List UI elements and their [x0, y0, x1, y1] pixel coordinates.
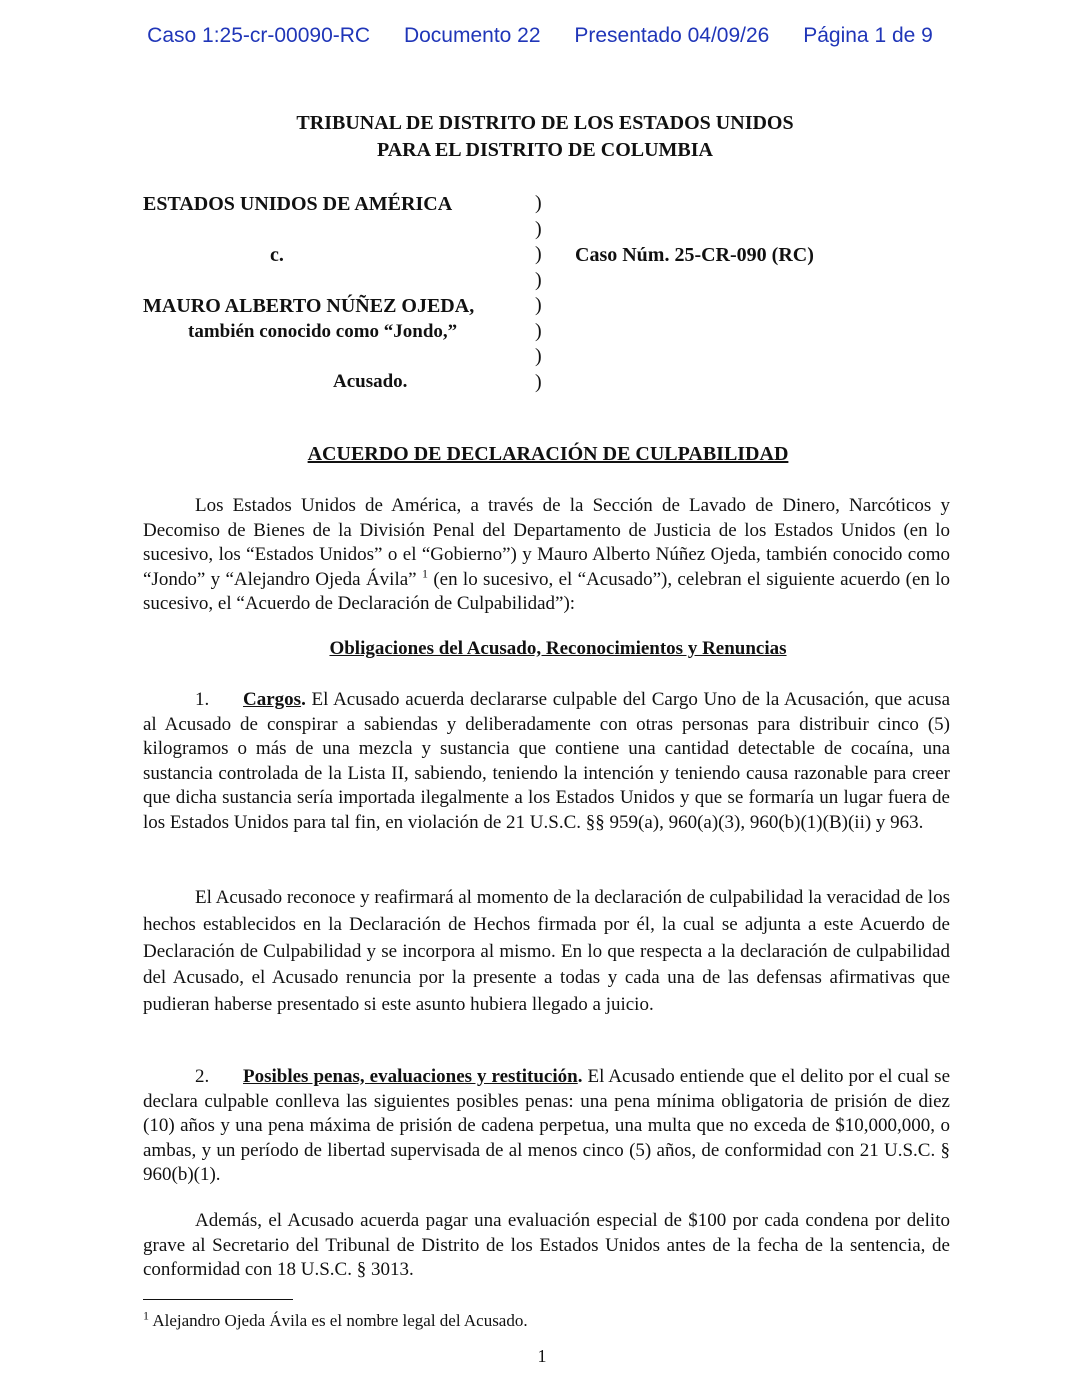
court-name: TRIBUNAL DE DISTRITO DE LOS ESTADOS UNIDOS — [296, 112, 794, 134]
section-number: 1. — [195, 689, 210, 710]
case-number: Caso Núm. 25-CR-090 (RC) — [575, 244, 814, 266]
court-district: PARA EL DISTRITO DE COLUMBIA — [377, 139, 713, 161]
plaintiff-name: ESTADOS UNIDOS DE AMÉRICA — [143, 193, 453, 215]
court-heading — [0, 110, 1080, 164]
defendant-alias: también conocido como “Jondo,” — [188, 321, 458, 342]
case-identifier: Caso 1:25-cr-00090-RC — [147, 24, 371, 47]
section-heading: Obligaciones del Acusado, Reconocimientos y Renuncias — [329, 638, 787, 659]
page-number: 1 — [537, 1346, 547, 1366]
footnote-divider — [143, 1299, 293, 1300]
section-heading-penalties: Posibles penas, evaluaciones y restitución — [243, 1066, 578, 1087]
footnote-text: Alejandro Ojeda Ávila es el nombre legal del Acusado. — [152, 1311, 528, 1330]
section-2-followup-paragraph: Además, el Acusado acuerda pagar una evaluación especial de $100 por cada condena por delito grave al Secretario del Tribunal de Distrito de los Estados Unidos antes de la fecha de la sentencia, de conformidad con 18 U.S.C. § 3013. — [143, 1210, 950, 1281]
defendant-role: Acusado. — [333, 371, 408, 392]
section-2-paragraph: 2. Posibles penas, evaluaciones y restitución. El Acusado entiende que el delito por el cual se declara culpable conlleva las siguientes posibles penas: una pena mínima obligatoria de prisión de diez (10) años y una pena máxima de prisión de cadena perpetua, una multa que no exceda de $10,000,000, o ambas, y un período de libertad supervisada de al menos cinco (5) años, de conformidad con 21 U.S.C. § 960(b)(1). — [143, 1066, 950, 1186]
page-indicator: Página 1 de 9 — [803, 24, 933, 47]
footnote-reference: 1 — [421, 566, 428, 581]
versus-label: c. — [270, 244, 284, 266]
section-1-followup-paragraph: El Acusado reconoce y reafirmará al momento de la declaración de culpabilidad la veracidad de los hechos establecidos en la Declaración de Hechos firmada por él, la cual se adjunta a este Acuerdo de Declaración de Culpabilidad y se incorpora al mismo. En lo que respecta a la declaración de culpabilidad del Acusado, el Acusado renuncia por la presente a todas y cada una de las defensas afirmativas que pudieran haberse presentado si este asunto hubiera llegado a juicio. — [143, 887, 950, 1016]
ecf-header — [0, 24, 1080, 48]
footnote — [143, 1308, 528, 1331]
defendant-name: MAURO ALBERTO NÚÑEZ OJEDA, — [143, 295, 475, 317]
section-heading-charges: Cargos — [243, 689, 302, 710]
document-number: Documento 22 — [403, 24, 541, 47]
document-title: ACUERDO DE DECLARACIÓN DE CULPABILIDAD — [307, 443, 789, 465]
footnote-number: 1 — [143, 1308, 149, 1323]
section-1-paragraph: 1. Cargos. El Acusado acuerda declararse culpable del Cargo Uno de la Acusación, que acusa al Acusado de conspirar a sabiendas y deliberadamente con otras personas para distribuir cinco (5) kilogramos o más de una mezcla y sustancia que contiene una cantidad detectable de cocaína, una sustancia controlada de la Lista II, sabiendo, teniendo la intención y teniendo causa razonable para creer que dicha sustancia sería importada ilegalmente a los Estados Unidos y que se formaría un lugar fuera de los Estados Unidos para tal fin, en violación de 21 U.S.C. §§ 959(a), 960(a)(3), 960(b)(1)(B)(ii) y 963. — [143, 689, 951, 833]
intro-paragraph: Los Estados Unidos de América, a través de la Sección de Lavado de Dinero, Narcóticos y Decomiso de Bienes de la División Penal del Departamento de Justicia de los Estados Unidos (en lo sucesivo, los “Estados Unidos” o el “Gobierno”) y Mauro Alberto Núñez Ojeda, también conocido como “Jondo” y “Alejandro Ojeda Ávila” $^1$ (en lo sucesivo, el “Acusado”), celebran el siguiente acuerdo (en lo sucesivo, el “Acuerdo de Declaración de Culpabilidad”): — [143, 495, 951, 615]
caption-parentheses: ) ) ) ) ) ) ) ) — [535, 192, 542, 393]
filed-date: Presentado 04/09/26 — [574, 24, 770, 47]
section-number: 2. — [195, 1066, 210, 1087]
